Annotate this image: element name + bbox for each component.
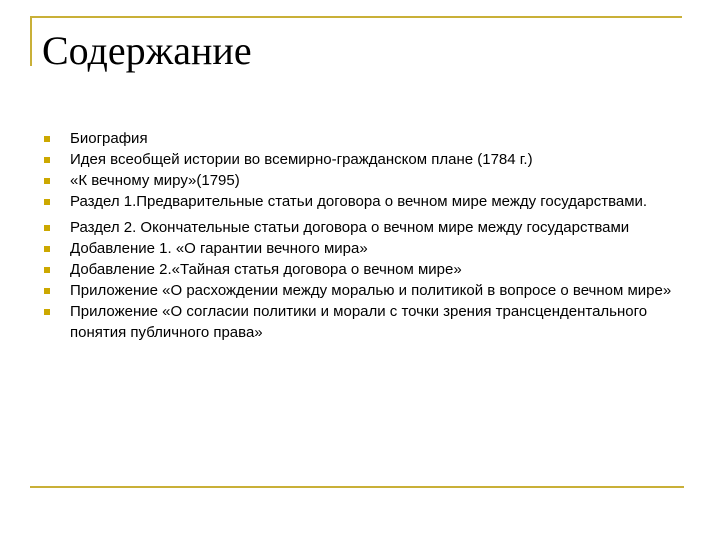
square-bullet-icon [44, 136, 50, 142]
list-item [40, 259, 680, 280]
list-item-text: Идея всеобщей истории во всемирно-гражданском плане (1784 г.) [70, 151, 533, 168]
title-top-rule [30, 16, 682, 18]
list-item-text: Раздел 1.Предварительные статьи договора о вечном мире между государствами. [70, 193, 648, 210]
square-bullet-icon [44, 246, 50, 252]
list-item [40, 128, 680, 149]
square-bullet-icon [44, 267, 50, 273]
square-bullet-icon [44, 225, 50, 231]
contents-list [40, 128, 680, 343]
list-item-text: Добавление 1. «О гарантии вечного мира» [70, 240, 368, 257]
slide-title: Содержание [42, 28, 252, 73]
list-item [40, 280, 680, 301]
list-item [40, 238, 680, 259]
square-bullet-icon [44, 178, 50, 184]
list-item-text: Добавление 2.«Тайная статья договора о вечном мире» [70, 261, 462, 278]
square-bullet-icon [44, 157, 50, 163]
title-left-border [30, 16, 32, 66]
list-item-text: Приложение «О расхождении между моралью и политикой в вопросе о вечном мире» [70, 282, 672, 299]
list-item-text: Приложение «О согласии политики и морали с точки зрения трансцендентального понятия публичного права» [70, 303, 648, 341]
list-item [40, 170, 680, 191]
square-bullet-icon [44, 288, 50, 294]
list-item [40, 191, 680, 212]
list-item [40, 217, 680, 238]
footer-rule [30, 486, 684, 488]
list-item-text: Раздел 2. Окончательные статьи договора о вечном мире между государствами [70, 219, 630, 236]
list-item-text: Биография [70, 130, 148, 147]
list-item [40, 149, 680, 170]
list-item [40, 301, 680, 343]
square-bullet-icon [44, 309, 50, 315]
square-bullet-icon [44, 199, 50, 205]
list-item-text: «К вечному миру»(1795) [70, 172, 240, 189]
